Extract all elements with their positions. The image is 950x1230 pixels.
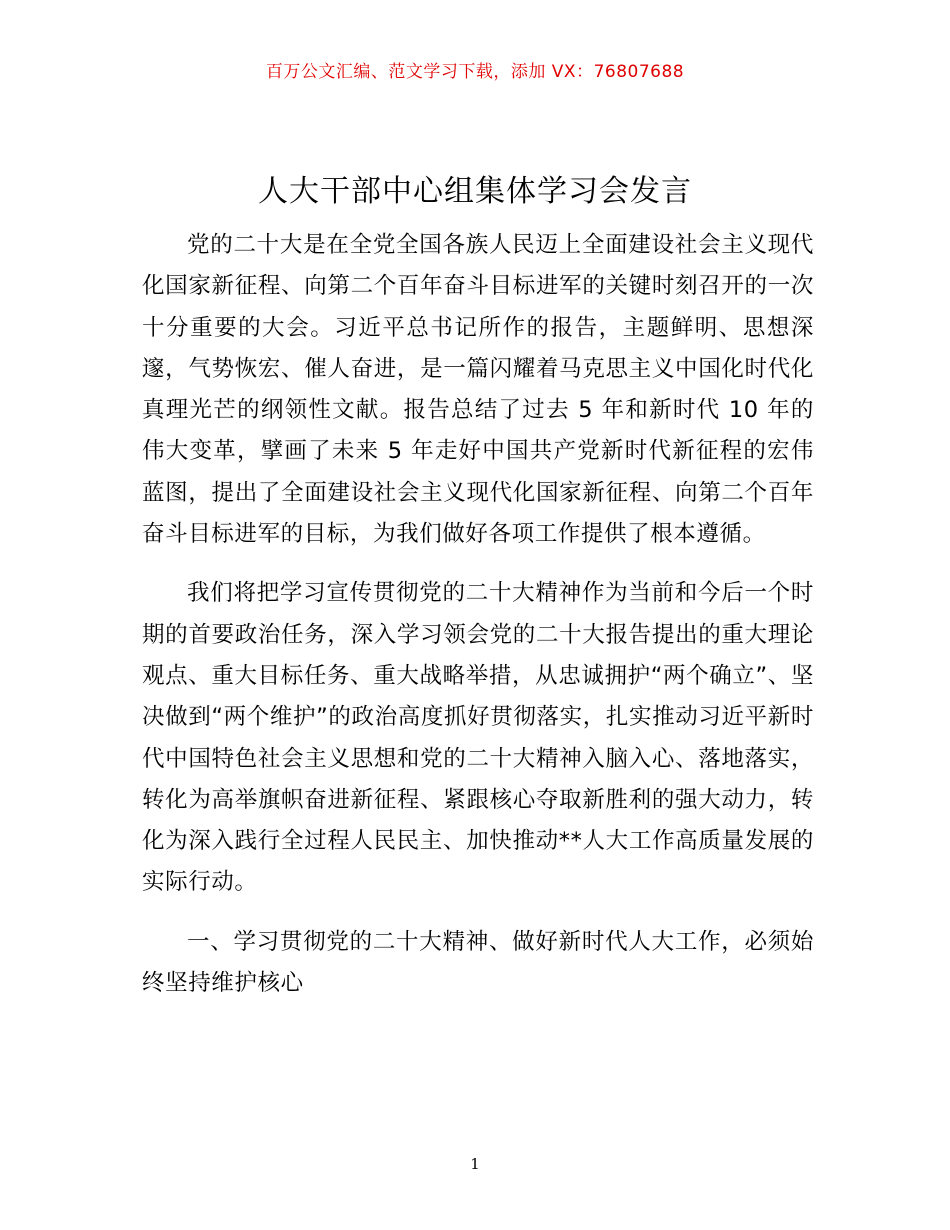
page-number: 1 xyxy=(470,1155,480,1173)
paragraph-2: 我们将把学习宣传贯彻党的二十大精神作为当前和今后一个时期的首要政治任务，深入学习领会党的二十大报告提出的重大理论观点、重大目标任务、重大战略举措，从忠诚拥护“两个确立”、坚决做到“两个维护”的政治高度抓好贯彻落实，扎实推动习近平新时代中国特色社会主义思想和党的二十大精神入脑入心、落地落实，转化为高举旗帜奋进新征程、紧跟核心夺取新胜利的强大动力，转化为深入践行全过程人民民主、加快推动**人大工作高质量发展的实际行动。 xyxy=(142,580,814,896)
document-title: 人大干部中心组集体学习会发言 xyxy=(258,174,692,209)
document-body xyxy=(142,225,814,1004)
section-heading-1: 一、学习贯彻党的二十大精神、做好新时代人大工作，必须始终坚持维护核心 xyxy=(142,928,814,997)
watermark-header: 百万公文汇编、范文学习下载，添加 VX：76807688 xyxy=(265,62,685,82)
paragraph-1: 党的二十大是在全党全国各族人民迈上全面建设社会主义现代化国家新征程、向第二个百年奋斗目标进军的关键时刻召开的一次十分重要的大会。习近平总书记所作的报告，主题鲜明、思想深邃，气势恢宏、催人奋进，是一篇闪耀着马克思主义中国化时代化真理光芒的纲领性文献。报告总结了过去 5 年和新时代 10 年的伟大变革，擘画了未来 5 年走好中国共产党新时代新征程的宏伟蓝图，提出了全面建设社会主义现代化国家新征程、向第二个百年奋斗目标进军的目标，为我们做好各项工作提供了根本遵循。 xyxy=(142,232,814,548)
